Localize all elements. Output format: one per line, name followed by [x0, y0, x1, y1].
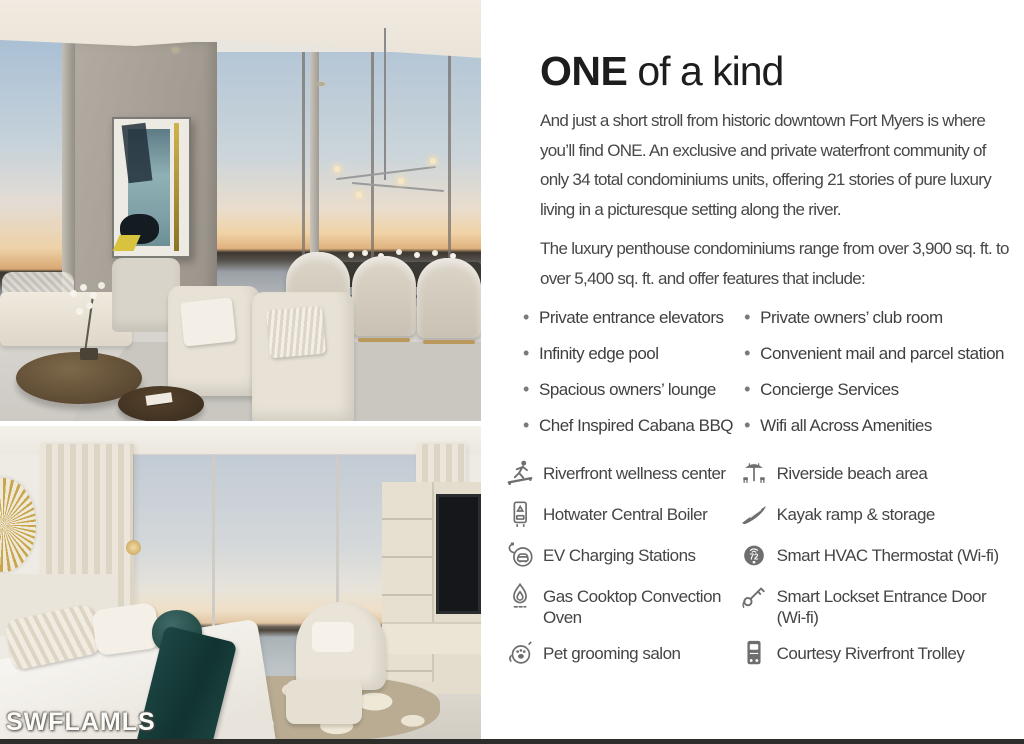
- orchid-pot: [80, 348, 98, 360]
- ev-charger-icon: [504, 540, 536, 570]
- feature-item: • Wifi all Across Amenities: [743, 416, 1004, 436]
- amenity-beach-area: [738, 458, 1004, 489]
- feature-bullets: [522, 308, 1004, 452]
- amenity-label: Smart HVAC Thermostat (Wi-fi): [776, 546, 999, 565]
- feature-item: • Infinity edge pool: [522, 344, 743, 364]
- amenity-label: Kayak ramp & storage: [776, 505, 935, 524]
- treadmill-runner-icon: [504, 458, 536, 488]
- smart-lock-icon: [738, 581, 770, 611]
- water-boiler-icon: [504, 499, 536, 529]
- amenity-label: EV Charging Stations: [543, 546, 696, 565]
- pet-paw-icon: [504, 638, 536, 668]
- thermostat-icon: [738, 540, 770, 570]
- beach-umbrella-icon: [738, 458, 770, 488]
- amenity-list: [504, 458, 1004, 679]
- amenity-label: Gas Cooktop Convection Oven: [543, 587, 721, 627]
- barrel-chair: [352, 256, 416, 336]
- amenity-central-boiler: [504, 499, 738, 530]
- intro-paragraph: And just a short stroll from historic downtown Fort Myers is where you’ll find ONE. An exclusive and private waterfront community of only 34 total condominiums units, offering 21 stories of pure luxury living in a picturesque setting along the river.: [540, 111, 992, 219]
- info-panel: [481, 0, 1024, 739]
- chandelier-bulb: [430, 158, 436, 164]
- amenity-label: Riverside beach area: [776, 464, 928, 483]
- amenity-wellness-center: [504, 458, 738, 489]
- mls-watermark: SWFLAMLS: [6, 708, 156, 736]
- amenity-gas-cooktop: [504, 581, 738, 628]
- media-console: [382, 622, 481, 654]
- gold-sunburst-mirror: [0, 478, 36, 572]
- amenity-column-left: [504, 458, 738, 679]
- bottom-border-bar: [0, 739, 1024, 744]
- gas-flame-icon: [504, 581, 536, 611]
- bedroom-photo: [0, 426, 481, 740]
- amenity-smart-lockset: [738, 581, 1004, 628]
- orchid-flowers: [70, 290, 77, 297]
- feature-item: • Private owners’ club room: [743, 308, 1004, 328]
- kayak-icon: [738, 499, 770, 529]
- artwork-gold-stripe: [174, 123, 179, 250]
- white-flowers: [348, 252, 354, 258]
- amenity-smart-thermostat: [738, 540, 1004, 571]
- chandelier-stem: [384, 28, 386, 180]
- amenity-label: Courtesy Riverfront Trolley: [776, 644, 965, 663]
- amenity-pet-grooming: [504, 638, 738, 669]
- trolley-icon: [738, 638, 770, 668]
- living-room-photo: [0, 0, 481, 421]
- chandelier-bulb: [334, 166, 340, 172]
- page-title: [540, 48, 1004, 94]
- amenity-label: Pet grooming salon: [543, 644, 681, 663]
- white-pillow: [91, 602, 161, 656]
- feature-bullets-left: [522, 308, 743, 452]
- amenity-label: Smart Lockset Entrance Door (Wi-fi): [776, 587, 987, 627]
- ottoman: [286, 680, 362, 724]
- recessed-light: [172, 48, 179, 52]
- amenity-column-right: [738, 458, 1004, 679]
- barrel-chair: [417, 258, 481, 338]
- gold-pendant-lamp: [126, 540, 141, 555]
- striped-throw-pillow: [266, 306, 326, 359]
- throw-pillow: [180, 297, 236, 346]
- artwork-yellow-splash: [113, 235, 141, 251]
- title-bold: ONE: [540, 48, 628, 94]
- svg-text:72: 72: [749, 552, 759, 562]
- abstract-artwork: [112, 117, 191, 258]
- title-rest: of a kind: [637, 48, 784, 94]
- feature-item: • Concierge Services: [743, 380, 1004, 400]
- amenity-kayak: [738, 499, 1004, 530]
- feature-item: • Chef Inspired Cabana BBQ: [522, 416, 743, 436]
- feature-bullets-right: [743, 308, 1004, 452]
- chandelier-bulb: [398, 178, 404, 184]
- chair-pillow: [312, 622, 354, 652]
- television: [436, 494, 481, 614]
- pendant-cord: [133, 454, 134, 542]
- recessed-light: [318, 82, 325, 86]
- feature-item: • Private entrance elevators: [522, 308, 743, 328]
- feature-item: • Convenient mail and parcel station: [743, 344, 1004, 364]
- chandelier-bulb: [356, 192, 362, 198]
- amenity-label: Hotwater Central Boiler: [543, 505, 708, 524]
- sizes-paragraph: The luxury penthouse condominiums range from over 3,900 sq. ft. to over 5,400 sq. ft. and offer features that include:: [540, 239, 1009, 288]
- feature-item: • Spacious owners’ lounge: [522, 380, 743, 400]
- amenity-ev-charging: [504, 540, 738, 571]
- amenity-riverfront-trolley: [738, 638, 1004, 669]
- amenity-label: Riverfront wellness center: [543, 464, 726, 483]
